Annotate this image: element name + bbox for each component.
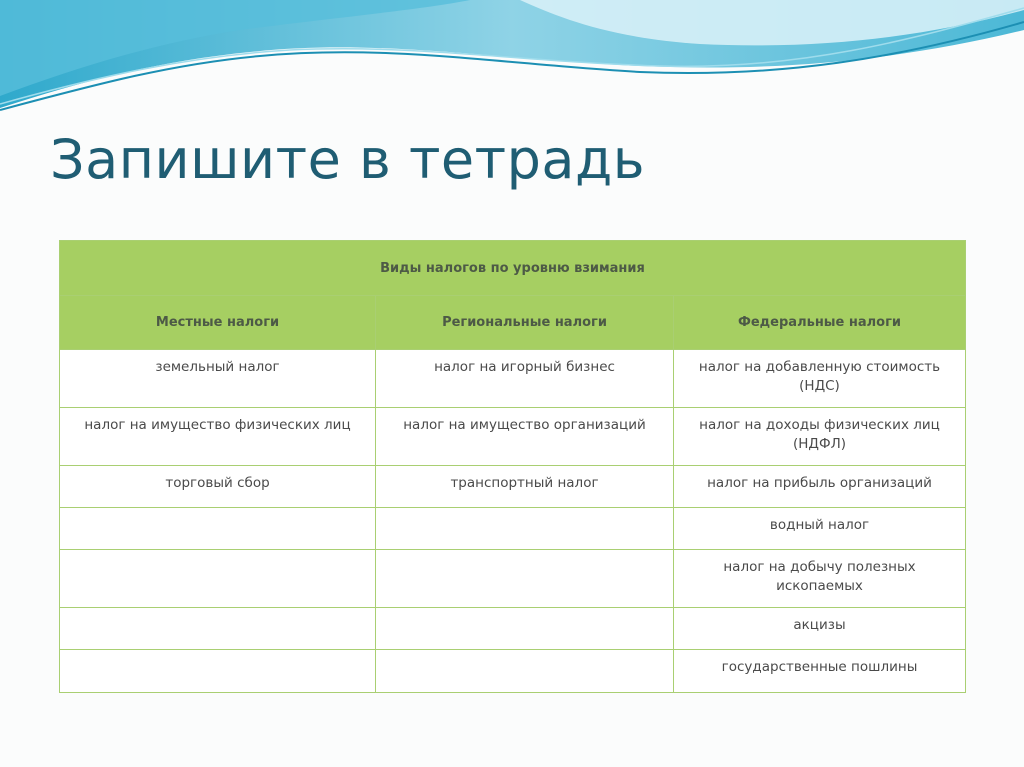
table-cell: налог на добавленную стоимость (НДС) xyxy=(674,350,966,408)
table-cell: водный налог xyxy=(674,508,966,550)
table-cell: налог на добычу полезных ископаемых xyxy=(674,550,966,608)
tax-types-table xyxy=(59,240,966,693)
table-cell: акцизы xyxy=(674,608,966,650)
decorative-wave-header xyxy=(0,0,1024,130)
table-row xyxy=(60,508,966,550)
slide-title: Запишите в тетрадь xyxy=(50,128,646,191)
header-federal-taxes: Федеральные налоги xyxy=(674,296,966,350)
table-cell xyxy=(60,550,376,608)
table-row xyxy=(60,608,966,650)
table-cell xyxy=(376,508,674,550)
table-caption: Виды налогов по уровню взимания xyxy=(60,241,966,296)
table-cell xyxy=(60,650,376,693)
table-row xyxy=(60,466,966,508)
table-cell xyxy=(60,608,376,650)
header-regional-taxes: Региональные налоги xyxy=(376,296,674,350)
table-cell: транспортный налог xyxy=(376,466,674,508)
table-cell: налог на доходы физических лиц (НДФЛ) xyxy=(674,408,966,466)
table-cell xyxy=(376,550,674,608)
header-local-taxes: Местные налоги xyxy=(60,296,376,350)
table-row xyxy=(60,408,966,466)
table-cell: налог на имущество физических лиц xyxy=(60,408,376,466)
table-cell: торговый сбор xyxy=(60,466,376,508)
table-row xyxy=(60,550,966,608)
table-row xyxy=(60,650,966,693)
table-caption-row xyxy=(60,241,966,296)
table-cell: налог на прибыль организаций xyxy=(674,466,966,508)
table-cell: земельный налог xyxy=(60,350,376,408)
table-cell xyxy=(376,650,674,693)
table-cell xyxy=(376,608,674,650)
table-header-row xyxy=(60,296,966,350)
table-row xyxy=(60,350,966,408)
table-cell: государственные пошлины xyxy=(674,650,966,693)
table-cell: налог на имущество организаций xyxy=(376,408,674,466)
table-cell xyxy=(60,508,376,550)
table-cell: налог на игорный бизнес xyxy=(376,350,674,408)
